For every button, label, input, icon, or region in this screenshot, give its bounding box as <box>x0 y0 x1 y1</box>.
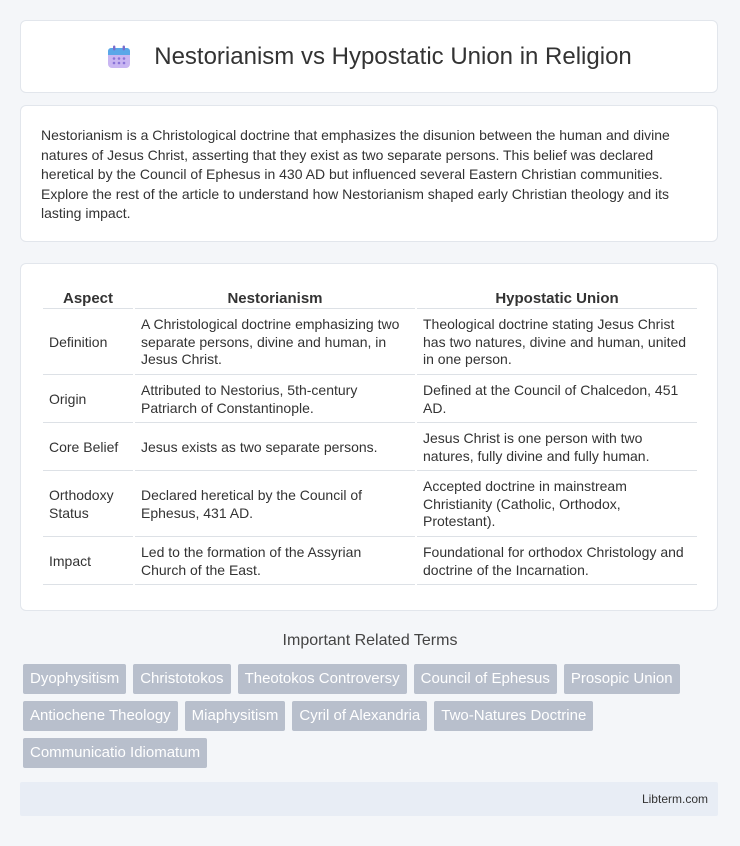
table-row <box>43 425 697 471</box>
intro-paragraph: Nestorianism is a Christological doctrine that emphasizes the disunion between the human and divine natures of Jesus Christ, asserting that they exist as two separate persons. This belief was declared heretical by the Council of Ephesus in 430 AD but influenced several Eastern Christian communities. Explore the rest of the article to understand how Nestorianism shaped early Christian theology and its lasting impact. <box>41 127 670 221</box>
row-aspect: Core Belief <box>43 425 133 471</box>
related-term-tag[interactable]: Christotokos <box>133 664 230 694</box>
table-row <box>43 473 697 537</box>
related-term-tag[interactable]: Cyril of Alexandria <box>292 701 427 731</box>
row-hypostatic-union: Accepted doctrine in mainstream Christianity (Catholic, Orthodox, Protestant). <box>417 473 697 537</box>
table-row <box>43 377 697 423</box>
row-hypostatic-union: Foundational for orthodox Christology and doctrine of the Incarnation. <box>417 539 697 585</box>
row-nestorianism: Jesus exists as two separate persons. <box>135 425 415 471</box>
footer-site-link[interactable]: Libterm.com <box>641 792 708 806</box>
table-row <box>43 311 697 375</box>
related-term-tag[interactable]: Prosopic Union <box>564 664 680 694</box>
table-header-row <box>43 286 697 309</box>
related-term-tag[interactable]: Antiochene Theology <box>23 701 178 731</box>
row-nestorianism: A Christological doctrine emphasizing two separate persons, divine and human, in Jesus Christ. <box>135 311 415 375</box>
header-hypostatic-union: Hypostatic Union <box>417 286 697 309</box>
table-row <box>43 539 697 585</box>
row-nestorianism: Led to the formation of the Assyrian Church of the East. <box>135 539 415 585</box>
related-term-tag[interactable]: Two-Natures Doctrine <box>434 701 593 731</box>
title-card <box>20 20 718 93</box>
comparison-table <box>41 284 699 587</box>
calendar-icon <box>106 44 132 70</box>
comparison-table-card <box>20 263 718 611</box>
row-hypostatic-union: Defined at the Council of Chalcedon, 451 AD. <box>417 377 697 423</box>
row-hypostatic-union: Jesus Christ is one person with two natures, fully divine and fully human. <box>417 425 697 471</box>
related-term-tag[interactable]: Council of Ephesus <box>414 664 557 694</box>
related-term-tag[interactable]: Dyophysitism <box>23 664 126 694</box>
footer <box>20 782 718 816</box>
row-aspect: Origin <box>43 377 133 423</box>
row-aspect: Orthodoxy Status <box>43 473 133 537</box>
row-nestorianism: Attributed to Nestorius, 5th-century Patriarch of Constantinople. <box>135 377 415 423</box>
header-aspect: Aspect <box>43 286 133 309</box>
page-title: Nestorianism vs Hypostatic Union in Religion <box>154 42 632 70</box>
related-terms-list <box>23 664 723 775</box>
related-term-tag[interactable]: Communicatio Idiomatum <box>23 738 207 768</box>
related-terms-heading: Important Related Terms <box>282 632 458 649</box>
related-term-tag[interactable]: Miaphysitism <box>185 701 286 731</box>
intro-card <box>20 105 718 242</box>
related-term-tag[interactable]: Theotokos Controversy <box>238 664 407 694</box>
row-aspect: Definition <box>43 311 133 375</box>
row-aspect: Impact <box>43 539 133 585</box>
row-hypostatic-union: Theological doctrine stating Jesus Christ has two natures, divine and human, united in one person. <box>417 311 697 375</box>
header-nestorianism: Nestorianism <box>135 286 415 309</box>
row-nestorianism: Declared heretical by the Council of Ephesus, 431 AD. <box>135 473 415 537</box>
